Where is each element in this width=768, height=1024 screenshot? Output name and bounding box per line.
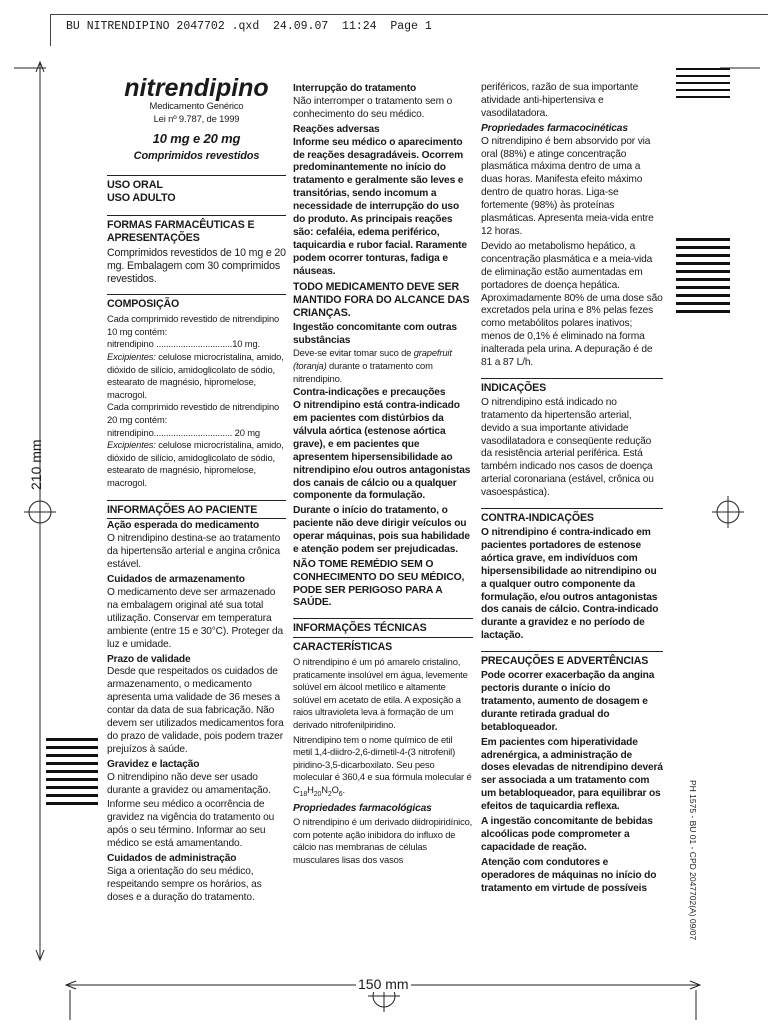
- usage-heading: [107, 175, 286, 205]
- text-gravidez-2: Informe seu médico a ocorrência de gravidez na vigência do tratamento ou após o seu término. Informar ao seu médico se está amamentando.: [107, 799, 275, 850]
- heading-prazo: Prazo de validade: [107, 653, 191, 665]
- dosage-label: 10 mg e 20 mg: [152, 131, 241, 147]
- heading-cuidados: Cuidados de armazenamento: [107, 574, 245, 586]
- comp-text-3: Cada comprimido revestido de nitrendipino 20 mg contém:: [107, 401, 280, 425]
- text-farmacocinetica-2: Devido ao metabolismo hepático, a concentração plasmática e a meia-vida de eliminação estão aumentadas em portadores de doença hepática. Aproximadamente 80% de uma dose são excretados pela urina e 8% pelas fezes como metabólitos polares inativos; menos de 0,1% é eliminado na forma inalterada pela urina. A depuração é de 81 a 87 L/h.: [481, 240, 663, 369]
- excipients-label-1: Excipientes:: [107, 351, 156, 363]
- excipients-2: [107, 439, 286, 489]
- text-acao: O nitrendipino destina-se ao tratamento da hipertensão arterial e angina crônica estável.: [107, 533, 281, 571]
- excipients-label-2: Excipientes:: [107, 439, 156, 451]
- law-label: Lei nº 9.787, de 1999: [153, 112, 240, 124]
- text-reacoes: Informe seu médico o aparecimento de reações desagradáveis. Ocorrem predominantemente no início do tratamento e geralmente são leves e transitórias, sendo incomum a necessidade de interrupção do uso do produto. As principais reações são: cefaléia, edema periférico, taquicardia e rubor facial. Raramente podem ocorrer tonturas, fadiga e náuseas.: [293, 136, 467, 277]
- ingestao-part-1: Deve-se evitar tomar suco de: [293, 347, 414, 359]
- heading-prop-farmacocineticas: Propriedades farmacocinéticas: [481, 122, 628, 134]
- ingestao-part-2: durante o tratamento com nitrendipino.: [293, 360, 433, 384]
- product-title: nitrendipino: [124, 74, 269, 102]
- heading-ingestao: Ingestão concomitante com outras substâncias: [293, 321, 457, 346]
- usage-oral: USO ORAL: [107, 178, 163, 191]
- text-indicacoes: O nitrendipino está indicado no tratamento da hipertensão arterial, devido a sua importante atividade vasodilatadora e conseqüente redução da resistência arterial periférica. Está também indicado nos casos de doença arterial coronariana (estável, crônica ou vasoespástica).: [481, 396, 654, 499]
- heading-reacoes: Reações adversas: [293, 123, 380, 135]
- text-nao-tome: NÃO TOME REMÉDIO SEM O CONHECIMENTO DO SEU MÉDICO, PODE SER PERIGOSO PARA A SAÚDE.: [293, 558, 465, 609]
- ingestao-italic: grapefruit (toranja): [293, 347, 452, 371]
- section-indicacoes: INDICAÇÕES: [481, 378, 663, 395]
- text-ingestao: [293, 347, 473, 385]
- column-1: [107, 74, 286, 907]
- heading-administracao: Cuidados de administração: [107, 853, 237, 865]
- text-administracao: Siga a orientação do seu médico, respeitando sempre os horários, as doses e a duração do tratamento.: [107, 866, 262, 903]
- excipients-text-1: celulose microcristalina, amido, dióxido de silício, amidoglicolato de sódio, estearato de magnésio, hipromelose, macrogol.: [107, 351, 284, 400]
- section-composicao: COMPOSIÇÃO: [107, 294, 286, 311]
- heading-acao: Ação esperada do medicamento: [107, 518, 286, 533]
- section-info-tecnicas: INFORMAÇÕES TÉCNICAS: [293, 618, 473, 635]
- text-contra-2: Durante o início do tratamento, o paciente não deve dirigir veículos ou operar máquinas, pois sua habilidade e atenção podem ser prejudicadas.: [293, 505, 470, 556]
- text-cuidados: O medicamento deve ser armazenado na embalagem original até sua total utilização. Conservar em temperatura ambiente (entre 15 e 30°C). Proteger da luz e umidade.: [107, 586, 284, 650]
- text-caracteristicas-2: Nitrendipino tem o nome químico de etil metil 1,4-diidro-2,6-dimetil-4-(3 nitrofenil) piridino-3,5-dicarboxilato. Seu peso molecular é 360,4 e sua fórmula molecular é $C_{18}H_{20}N_2O_6$.: [293, 733, 472, 798]
- right-color-bars: [676, 238, 730, 318]
- text-precaucoes-1: Pode ocorrer exacerbação da angina pectoris durante o início do tratamento, aumento de dosagem e durante retirada gradual do betabloqueador.: [481, 670, 655, 733]
- formas-text: Comprimidos revestidos de 10 mg e 20 mg. Embalagem com 30 comprimidos revestidos.: [107, 246, 286, 286]
- heading-contra-precaucoes: Contra-indicações e precauções: [293, 387, 446, 399]
- comp-text-4: nitrendipino................................ 20 mg: [107, 426, 260, 438]
- excipients-1: [107, 351, 286, 401]
- section-precaucoes: PRECAUÇÕES E ADVERTÊNCIAS: [481, 651, 663, 668]
- right-top-bars: [676, 68, 730, 103]
- excipients-text-2: celulose microcristalina, amido, dióxido de silício, amidoglicolato de sódio, estearato de magnésio, hipromelose, macrogol.: [107, 439, 284, 488]
- heading-caracteristicas: CARACTERÍSTICAS: [293, 637, 473, 654]
- section-info-paciente: INFORMAÇÕES AO PACIENTE: [107, 500, 286, 517]
- text-precaucoes-2: Em pacientes com hiperatividade adrenérgica, a administração de doses elevadas de nitrendipino deverá ser associada a um tratamento com um betabloqueador, para equilibrar os efeitos de taquicardia reflexa.: [481, 736, 663, 813]
- heading-interrupcao: Interrupção do tratamento: [293, 83, 417, 94]
- usage-adult: USO ADULTO: [107, 191, 176, 204]
- text-contra-1: O nitrendipino está contra-indicado em pacientes com distúrbios da válvula aórtica (estenose aórtica grave), e em pacientes que apresentem hipersensibilidade ao nitrendipino e/ou outros antagonistas dos canais de cálcio ou a qualquer componente da formulação.: [293, 400, 471, 502]
- heading-prop-farmacologicas: Propriedades farmacológicas: [293, 803, 432, 815]
- column-2: [293, 82, 473, 869]
- text-precaucoes-3: A ingestão concomitante de bebidas alcoólicas pode comprometer a capacidade de reação.: [481, 816, 653, 853]
- header-top-rule: [50, 14, 768, 15]
- form-label: Comprimidos revestidos: [133, 150, 260, 162]
- side-print-code: PH 1575 - BU 01 - CPD 2047702(A) 09/07: [688, 780, 698, 941]
- file-slug: BU NITRENDIPINO 2047702 .qxd 24.09.07 11:24 Page 1: [66, 20, 432, 33]
- comp-text-1: Cada comprimido revestido de nitrendipino 10 mg contém:: [107, 313, 280, 337]
- text-caracteristicas-1: O nitrendipino é um pó amarelo cristalino, praticamente insolúvel em água, levemente solúvel em álcool metílico e altamente solúvel em acetato de etila. A exposição a raios ultravioleta leva à formação de um derivado nitrofenilpiridino.: [293, 655, 468, 730]
- header-left-rule: [50, 14, 51, 46]
- section-formas: FORMAS FARMACÊUTICAS E APRESENTAÇÕES: [107, 215, 286, 245]
- generic-label: Medicamento Genérico: [149, 99, 244, 111]
- height-dimension-label: 210 mm: [28, 439, 44, 490]
- text-farmacocinetica-1: O nitrendipino é bem absorvido por via oral (88%) e atinge concentração plasmática máxima dentro de uma a duas horas. Manifesta efeito máximo dentro de quatro horas. Liga-se fortemente (98%) às proteínas plasmáticas. Apresenta meia-vida entre 12 horas.: [481, 135, 654, 237]
- text-continuation: periféricos, razão de sua importante atividade anti-hipertensiva e vasodilatadora.: [481, 82, 639, 119]
- comp-text-2: nitrendipino ...............................10 mg.: [107, 338, 260, 350]
- column-3: [481, 82, 663, 897]
- width-dimension-label: 150 mm: [358, 976, 409, 992]
- text-todo-medicamento: TODO MEDICAMENTO DEVE SER MANTIDO FORA DO ALCANCE DAS CRIANÇAS.: [293, 280, 470, 319]
- text-prazo: Desde que respeitados os cuidados de armazenamento, o medicamento apresenta uma validade de 36 meses a contar da data de sua fabricação. Não devem ser utilizados medicamentos fora do prazo de validade, pois podem trazer prejuízos à saúde.: [107, 666, 284, 755]
- heading-gravidez: Gravidez e lactação: [107, 758, 200, 770]
- text-precaucoes-4: Atenção com condutores e operadores de máquinas no início do tratamento em virtude de possíveis: [481, 856, 657, 894]
- text-gravidez-1: O nitrendipino não deve ser usado durante a gravidez ou amamentação.: [107, 771, 271, 796]
- left-color-bars: [46, 738, 98, 810]
- text-interrupcao: Não interromper o tratamento sem o conhecimento do seu médico.: [293, 95, 453, 120]
- section-contra-indicacoes: CONTRA-INDICAÇÕES: [481, 508, 663, 525]
- text-contra-indicacoes: O nitrendipino é contra-indicado em pacientes portadores de estenose aórtica grave, em indivíduos com hipersensibilidade ao nitrendipino ou a qualquer outro componente da formulação, e/ou outros antagonistas dos canais de cálcio. Contra-indicado durante a gravidez e no período de lactação.: [481, 527, 659, 642]
- text-prop-farmacologicas: O nitrendipino é um derivado diidropiridínico, com potente ação inibidora do influxo de cálcio nas membranas de células musculares lisas dos vasos: [293, 816, 473, 866]
